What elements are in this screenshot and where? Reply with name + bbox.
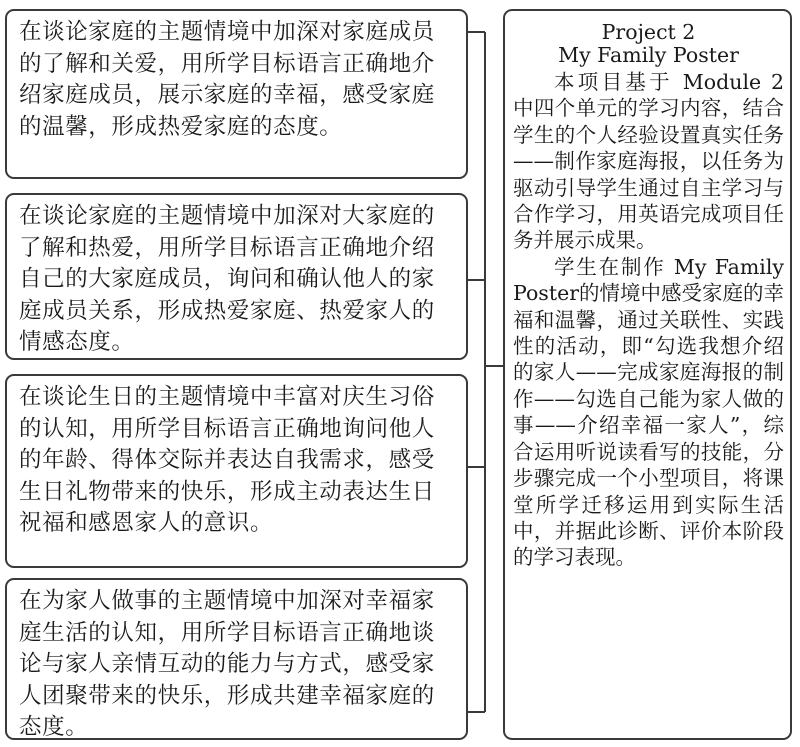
unit-box-3-text: 在谈论生日的主题情境中丰富对庆生习俗的认知，用所学目标语言正确地询问他人的年龄、得体交际并表达自我需求，感受生日礼物带来的快乐，形成主动表达生日祝福和感恩家人的意识。	[19, 384, 435, 536]
project-paragraph-1: 本项目基于 Module 2 中四个单元的学习内容，结合学生的个人经验设置真实任务——制作家庭海报，以任务为驱动引导学生通过自主学习与合作学习，用英语完成项目任务并展示成果。	[513, 70, 784, 253]
project-box	[503, 9, 792, 740]
project-title-line1: Project 2	[601, 20, 696, 44]
unit-box-2-text: 在谈论家庭的主题情境中加深对大家庭的了解和热爱，用所学目标语言正确地介绍自己的大家庭成员，询问和确认他人的家庭成员关系，形成热爱家庭、热爱家人的情感态度。	[19, 203, 435, 355]
project-paragraph-2: 学生在制作 My Family Poster的情境中感受家庭的幸福和温馨，通过关联性、实践性的活动，即“勾选我想介绍的家人——完成家庭海报的制作——勾选自己能为家人做的事——介绍幸福一家人”，综合运用听说读看写的技能，分步骤完成一个小型项目，将课堂所学迁移运用到实际生活中，并据此诊断、评价本阶段的学习表现。	[513, 254, 784, 570]
project-title-line2: My Family Poster	[558, 43, 739, 67]
unit-box-1-text: 在谈论家庭的主题情境中加深对家庭成员的了解和关爱，用所学目标语言正确地介绍家庭成员，展示家庭的幸福，感受家庭的温馨，形成热爱家庭的态度。	[19, 19, 435, 140]
unit-box-4-text: 在为家人做事的主题情境中加深对幸福家庭生活的认知，用所学目标语言正确地谈论与家人亲情互动的能力与方式，感受家人团聚带来的快乐，形成共建幸福家庭的态度。	[19, 588, 435, 740]
